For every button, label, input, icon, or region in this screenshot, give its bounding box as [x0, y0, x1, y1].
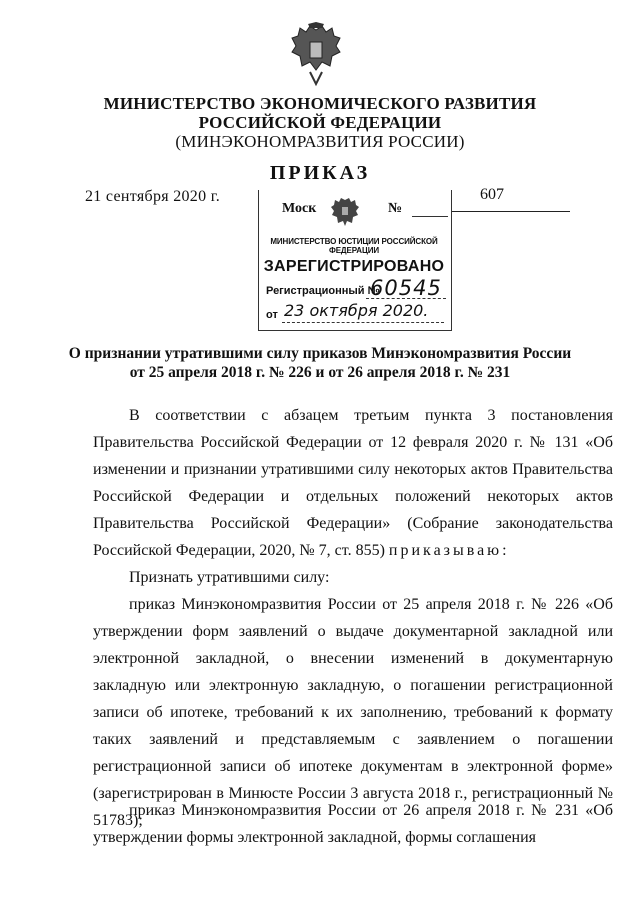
stamp-date-value: 23 октября 2020.: [284, 301, 429, 320]
stamp-number-label: №: [388, 201, 403, 216]
ministry-short-name: (МИНЭКОНОМРАЗВИТИЯ РОССИИ): [175, 132, 465, 151]
order-title: ПРИКАЗ: [269, 162, 371, 184]
stamp-reg-number: 60545: [370, 276, 442, 300]
order-item-2: приказ Минэкономразвития России от 26 апреля 2018 г. № 231 «Об утверждении формы электронной закладной, формы соглашения: [93, 802, 613, 846]
russian-coat-of-arms-icon: [288, 22, 344, 88]
stamp-ministry: МИНИСТЕРСТВО ЮСТИЦИИ РОССИЙСКОЙ ФЕДЕРАЦИИ: [270, 237, 438, 255]
order-number: 607: [480, 186, 504, 203]
order-number-underline: [452, 211, 570, 212]
order-item-1: приказ Минэкономразвития России от 25 апреля 2018 г. № 226 «Об утверждении форм заявлений о выдаче документарной закладной или электронной закладной, о внесении изменений в документарную закладную или электронную закладную, о погашении регистрационной записи об ипотеке, требований к их заполнению, требований к формату таких заявлений и представляемым с заявлением о погашении регистрационной записи об ипотеке документам в электронной форме» (зарегистрирован в Минюсте России 3 августа 2018 г., регистрационный № 51783);: [93, 596, 613, 829]
intro-text: В соответствии с абзацем третьим пункта 3 постановления Правительства Российской Федерации от 12 февраля 2020 г. № 131 «Об изменении и признании утратившими силу некоторых актов Правительства Российской Федерации и отдельных положений некоторых актов Правительства Российской Федерации» (Собрание законодательства Российской Федерации, 2020, № 7, ст. 855): [93, 407, 613, 559]
stamp-reg-underline: [366, 298, 446, 299]
stamp-city: Моск: [282, 201, 317, 216]
ministry-name-line2: РОССИЙСКОЙ ФЕДЕРАЦИИ: [198, 113, 442, 132]
stamp-registered: ЗАРЕГИСТРИРОВАНО: [263, 258, 445, 275]
stamp-date-underline: [282, 322, 444, 323]
order-date: 21 сентября 2020 г.: [85, 188, 221, 205]
stamp-reg-label: Регистрационный №: [266, 285, 380, 297]
stamp-number-underline: [412, 216, 448, 217]
intro-paragraph: [93, 402, 613, 564]
stamp-date-label: от: [266, 309, 278, 321]
command-word: приказываю:: [388, 542, 510, 559]
subject-line1: О признании утратившими силу приказов Минэкономразвития России: [68, 345, 572, 362]
recognize-paragraph: Признать утратившими силу:: [129, 569, 330, 586]
stamp-emblem-icon: [330, 196, 360, 230]
ministry-name-line1: МИНИСТЕРСТВО ЭКОНОМИЧЕСКОГО РАЗВИТИЯ: [103, 94, 537, 113]
subject-line2: от 25 апреля 2018 г. № 226 и от 26 апреля 2018 г. № 231: [129, 364, 511, 381]
